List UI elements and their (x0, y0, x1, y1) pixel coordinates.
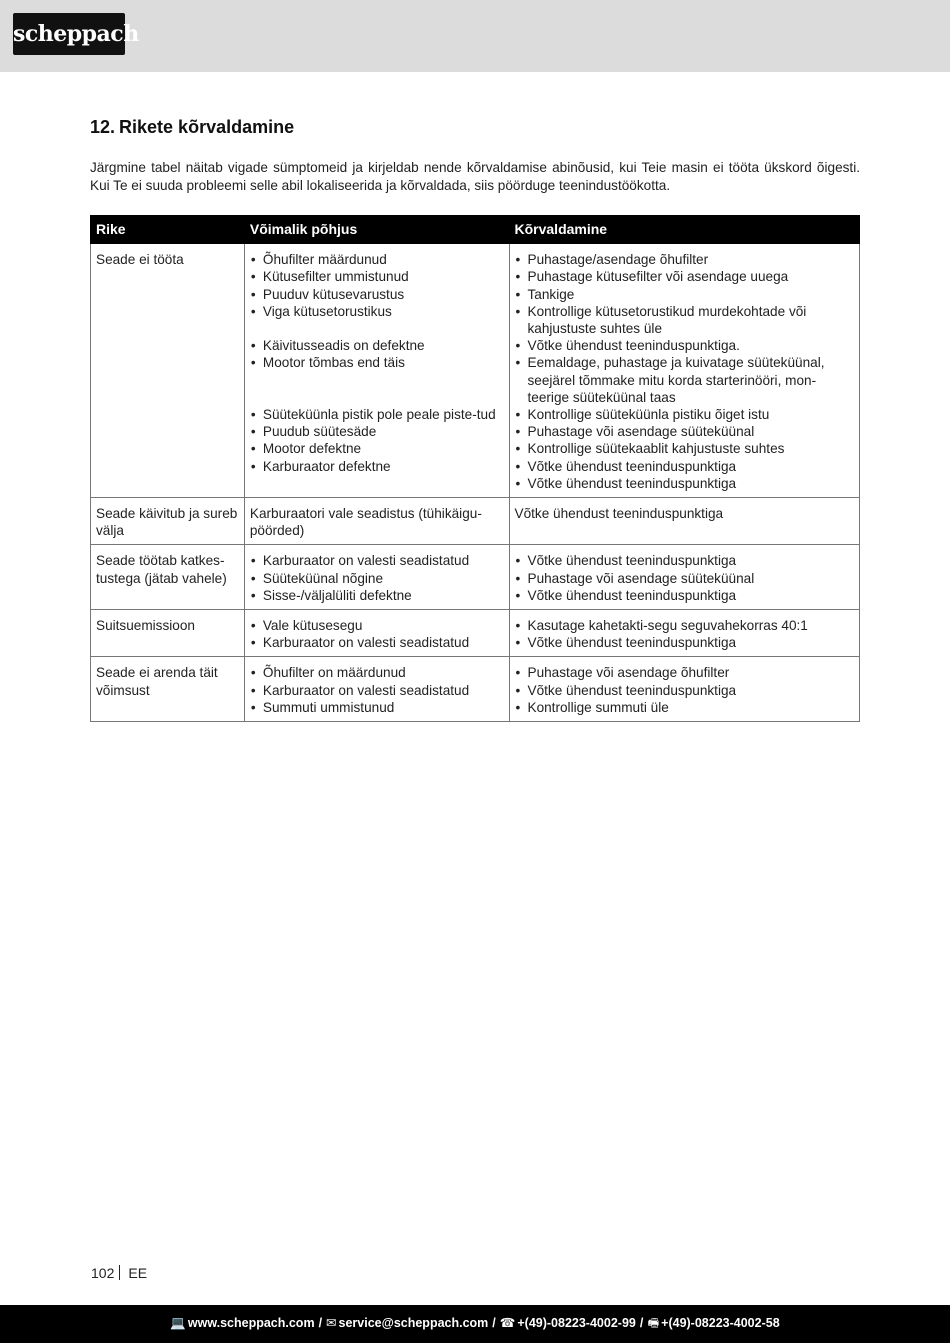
cause-item: • Karburaator on valesti seadistatud (250, 682, 504, 699)
cause-spacer (250, 320, 504, 337)
fault-cell: Seade käivitub ja sureb välja (91, 498, 245, 545)
remedy-item: • Võtke ühendust teeninduspunktiga (515, 587, 855, 604)
cause-item: • Õhufilter määrdunud (250, 251, 504, 268)
cause-item: • Puudub süütesäde (250, 423, 504, 440)
remedy-item: • Eemaldage, puhastage ja kuivatage süüteküünal, seejärel tõmmake mitu korda starterinööri, mon-teerige süüteküünal taas (515, 354, 855, 406)
remedies-cell (509, 657, 860, 722)
cause-item: • Süüteküünla pistik pole peale piste-tud (250, 406, 504, 423)
cause-item: • Summuti ummistunud (250, 699, 504, 716)
laptop-icon: 💻 (170, 1316, 186, 1330)
causes-list (250, 251, 504, 475)
remedy-item: • Võtke ühendust teeninduspunktiga. (515, 337, 855, 354)
remedy-item: • Puhastage kütusefilter või asendage uuega (515, 268, 855, 285)
causes-list (250, 617, 504, 651)
remedies-cell (509, 244, 860, 498)
footer-phone: +(49)-08223-4002-99 (517, 1316, 636, 1330)
cause-spacer (250, 389, 504, 406)
remedies-list (515, 251, 855, 492)
remedy-item: • Puhastage/asendage õhufilter (515, 251, 855, 268)
remedy-item: • Võtke ühendust teeninduspunktiga (515, 552, 855, 569)
causes-cell (244, 610, 509, 657)
section-number: 12. (90, 117, 116, 137)
cause-item: • Mootor tõmbas end täis (250, 354, 504, 371)
footer-separator: / (639, 1316, 644, 1330)
causes-cell: Karburaatori vale seadistus (tühikäigu-pöörded) (244, 498, 509, 545)
mail-icon: ✉ (326, 1316, 337, 1330)
footer-website[interactable]: www.scheppach.com (187, 1316, 315, 1330)
remedy-item: • Kontrollige süütekaablit kahjustuste suhtes (515, 440, 855, 457)
footer-separator: / (492, 1316, 496, 1330)
remedy-item: • Võtke ühendust teeninduspunktiga (515, 458, 855, 475)
causes-list (250, 664, 504, 716)
cause-item: • Kütusefilter ummistunud (250, 268, 504, 285)
remedy-item: • Kontrollige summuti üle (515, 699, 855, 716)
scheppach-logo: scheppach (13, 13, 125, 55)
cause-item: • Vale kütusesegu (250, 617, 504, 634)
remedy-item: • Kasutage kahetakti-segu seguvahekorras 40:1 (515, 617, 855, 634)
fault-cell: Suitsuemissioon (91, 610, 245, 657)
cause-item: • Karburaator defektne (250, 458, 504, 475)
cause-item: • Viga kütusetorustikus (250, 303, 504, 320)
troubleshooting-table (90, 215, 860, 722)
causes-cell (244, 657, 509, 722)
phone-icon: ☎ (499, 1316, 516, 1330)
header-band (0, 0, 950, 72)
table-row (91, 545, 860, 610)
header-fault: Rike (91, 216, 245, 244)
table-row (91, 657, 860, 722)
cause-item: • Sisse-/väljalüliti defektne (250, 587, 504, 604)
table-row (91, 244, 860, 498)
remedy-item: • Puhastage või asendage süüteküünal (515, 423, 855, 440)
page-number-block (91, 1265, 147, 1281)
remedy-item: • Võtke ühendust teeninduspunktiga (515, 475, 855, 492)
intro-paragraph: Järgmine tabel näitab vigade sümptomeid ja kirjeldab nende kõrvaldamise abinõusid, kui Teie masin ei tööta ükskord õigesti. Kui Te ei suuda probleemi selle abil lokaliseerida ja kõrvaldada, siis pöörduge teenindustöökotta. (90, 160, 860, 193)
remedy-item: • Kontrollige kütusetorustikud murdekohtade või kahjustuste suhtes üle (515, 303, 855, 337)
remedies-cell (509, 545, 860, 610)
remedy-item: • Puhastage või asendage õhufilter (515, 664, 855, 681)
section-heading: Rikete kõrvaldamine (119, 117, 295, 137)
causes-cell (244, 545, 509, 610)
remedies-list (515, 617, 855, 651)
remedy-item: • Võtke ühendust teeninduspunktiga (515, 634, 855, 651)
footer-fax: +(49)-08223-4002-58 (661, 1316, 780, 1330)
fault-cell: Seade ei tööta (91, 244, 245, 498)
table-row (91, 610, 860, 657)
remedies-cell (509, 610, 860, 657)
table-row (91, 498, 860, 545)
cause-item: • Puuduv kütusevarustus (250, 286, 504, 303)
footer-email[interactable]: service@scheppach.com (338, 1316, 489, 1330)
page-number: 102 (91, 1265, 115, 1281)
cause-item: • Karburaator on valesti seadistatud (250, 552, 504, 569)
fax-icon: 🖷 (647, 1316, 660, 1330)
header-remedy: Kõrvaldamine (509, 216, 860, 244)
footer-separator: / (318, 1316, 323, 1330)
causes-list (250, 552, 504, 604)
cause-spacer (250, 372, 504, 389)
remedy-item: • Võtke ühendust teeninduspunktiga (515, 682, 855, 699)
footer-bar (0, 1305, 950, 1343)
section-title (90, 117, 294, 138)
causes-cell (244, 244, 509, 498)
cause-item: • Mootor defektne (250, 440, 504, 457)
cause-item: • Õhufilter on määrdunud (250, 664, 504, 681)
fault-cell: Seade ei arenda täit võimsust (91, 657, 245, 722)
remedy-item: • Puhastage või asendage süüteküünal (515, 570, 855, 587)
page-divider (119, 1265, 120, 1280)
table-header-row (91, 216, 860, 244)
remedies-list (515, 552, 855, 604)
cause-item: • Käivitusseadis on defektne (250, 337, 504, 354)
remedies-cell: Võtke ühendust teeninduspunktiga (509, 498, 860, 545)
fault-cell: Seade töötab katkes-tustega (jätab vahele) (91, 545, 245, 610)
cause-item: • Süüteküünal nõgine (250, 570, 504, 587)
remedy-item: • Kontrollige süüteküünla pistiku õiget istu (515, 406, 855, 423)
remedies-list (515, 664, 855, 716)
cause-item: • Karburaator on valesti seadistatud (250, 634, 504, 651)
header-cause: Võimalik põhjus (244, 216, 509, 244)
remedy-item: • Tankige (515, 286, 855, 303)
page-language: EE (128, 1265, 148, 1281)
